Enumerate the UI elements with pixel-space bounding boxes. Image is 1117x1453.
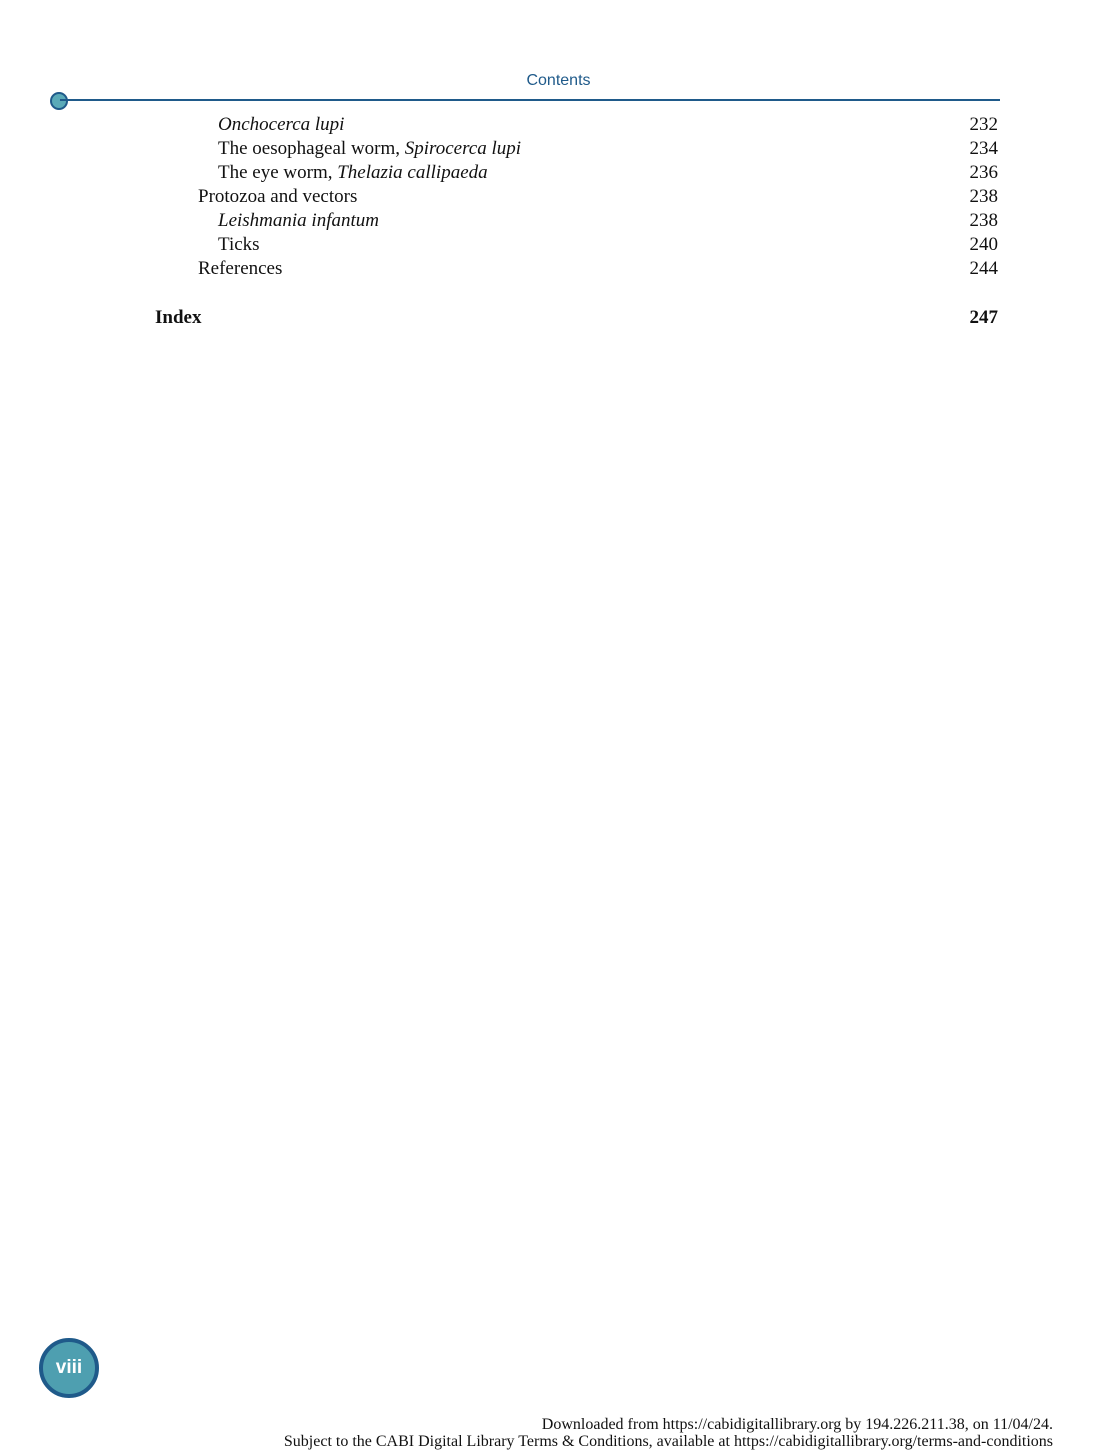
toc-entry-title: Leishmania infantum <box>218 210 379 231</box>
toc-entry[interactable] <box>0 209 1117 233</box>
toc-entry-page: 238 <box>969 186 998 207</box>
page-number-badge: viii <box>39 1338 99 1398</box>
toc-index-page: 247 <box>969 307 998 328</box>
toc-entry-page: 236 <box>969 162 998 183</box>
toc-entry-title: Ticks <box>218 234 260 255</box>
toc-entry-title: The eye worm, Thelazia callipaeda <box>218 162 488 183</box>
download-footer <box>284 1416 1053 1450</box>
toc-entry[interactable] <box>0 233 1117 257</box>
toc-index-label: Index <box>155 307 202 328</box>
toc-entry-page: 244 <box>969 258 998 279</box>
toc-entry-title: Onchocerca lupi <box>218 114 345 135</box>
toc-entry[interactable] <box>0 113 1117 137</box>
footer-download-line: Downloaded from https://cabidigitallibrary.org by 194.226.211.38, on 11/04/24. <box>541 1416 1053 1433</box>
toc-entry[interactable] <box>0 161 1117 185</box>
toc-entry[interactable] <box>0 137 1117 161</box>
header-rule-dot <box>50 92 68 110</box>
table-of-contents <box>0 113 1117 330</box>
toc-index-entry[interactable] <box>0 306 1117 330</box>
toc-entry[interactable] <box>0 257 1117 281</box>
toc-entry[interactable] <box>0 185 1117 209</box>
footer-terms-line: Subject to the CABI Digital Library Terms & Conditions, available at https://cabidigitallibrary.org/terms-and-conditions <box>283 1433 1053 1450</box>
toc-entry-page: 234 <box>969 138 998 159</box>
toc-entry-page: 240 <box>969 234 998 255</box>
toc-entry-title: References <box>198 258 283 279</box>
toc-entry-title: The oesophageal worm, Spirocerca lupi <box>218 138 522 159</box>
toc-entry-page: 232 <box>969 114 998 135</box>
toc-entry-page: 238 <box>969 210 998 231</box>
header-rule <box>60 99 1000 101</box>
running-head: Contents <box>526 72 591 89</box>
toc-entry-title: Protozoa and vectors <box>198 186 358 207</box>
